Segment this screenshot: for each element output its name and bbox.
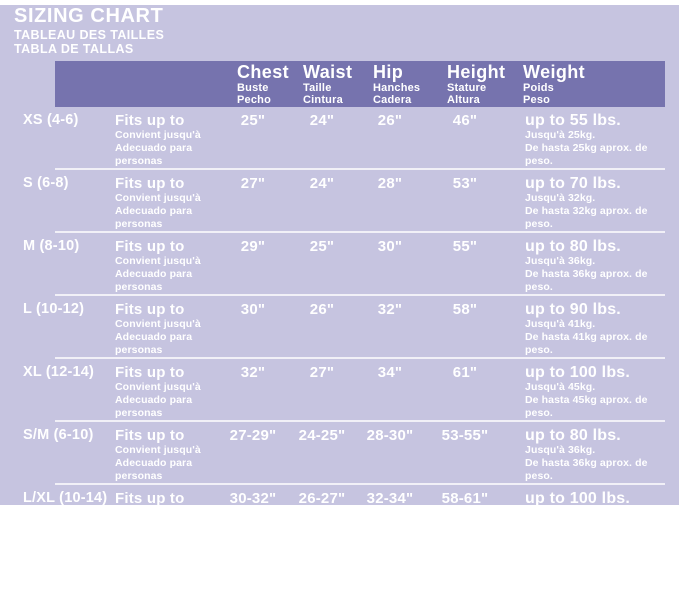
waist-value: 26"	[309, 301, 335, 318]
height-value: 61"	[452, 364, 478, 381]
fits-label-es: Adecuado para personas	[115, 205, 193, 230]
waist-value: 24"	[309, 112, 335, 129]
height-value: 58"	[452, 301, 478, 318]
fits-label-fr: Convient jusqu'à	[115, 570, 201, 582]
height-value: 53-55"	[441, 427, 489, 444]
fits-label-en: Fits up to	[115, 553, 185, 570]
column-header-chest	[237, 63, 289, 106]
hip-value: 32"	[377, 301, 403, 318]
chest-value: 30-32"	[229, 490, 277, 507]
column-label-es: Pecho	[237, 94, 272, 106]
weight-cell	[506, 553, 665, 609]
height-value: 55"	[452, 238, 478, 255]
fits-label-fr: Convient jusqu'à	[115, 192, 201, 204]
hip-value: 30-34"	[366, 553, 414, 570]
weight-fr: Jusqu'à 41kg.	[525, 318, 596, 330]
weight-en: up to 70 lbs.	[525, 175, 621, 192]
chest-value: 29"	[240, 238, 266, 255]
weight-es: De hasta 45kg aprox. de peso.	[525, 394, 648, 419]
fits-cell	[115, 301, 218, 357]
fits-label-es: Adecuado para personas	[115, 394, 193, 419]
weight-fr: Jusqu'à 32kg.	[525, 192, 596, 204]
fits-cell	[115, 175, 218, 231]
column-label-en: Weight	[523, 62, 586, 82]
height-value: 55-58"	[441, 553, 489, 570]
chest-value: 27"	[240, 175, 266, 192]
sizing-chart-page	[0, 5, 679, 608]
fits-label-es: Adecuado para personas	[115, 583, 193, 608]
weight-en: up to 90 lbs.	[525, 301, 621, 318]
weight-cell	[506, 301, 665, 357]
size-label: L (10-12)	[23, 301, 85, 317]
fits-label-en: Fits up to	[115, 112, 185, 129]
column-label-en: Hip	[373, 62, 404, 82]
column-header-weight	[523, 63, 585, 106]
weight-fr: Jusqu'à 45kg.	[525, 570, 596, 582]
column-label-fr: Taille	[303, 82, 332, 94]
weight-cell	[506, 490, 665, 546]
height-value: 58-61"	[441, 490, 489, 507]
fits-cell	[115, 553, 218, 609]
hip-value: 32-34"	[366, 490, 414, 507]
weight-cell	[506, 238, 665, 294]
weight-es: De hasta 41kg aprox. de peso.	[525, 331, 648, 356]
weight-fr: Jusqu'à 45kg.	[525, 507, 596, 519]
fits-label-fr: Convient jusqu'à	[115, 444, 201, 456]
chest-value: 32"	[240, 364, 266, 381]
fits-cell	[115, 490, 218, 546]
fits-label-es: Adecuado para personas	[115, 331, 193, 356]
hip-value: 28"	[377, 175, 403, 192]
fits-label-en: Fits up to	[115, 175, 185, 192]
table-row	[23, 170, 665, 233]
fits-label-es: Adecuado para personas	[115, 142, 193, 167]
fits-label-en: Fits up to	[115, 490, 185, 507]
hip-value: 30"	[377, 238, 403, 255]
weight-es: De hasta 45kg aprox. de peso.	[525, 583, 648, 608]
chest-value: 29-32"	[229, 553, 277, 570]
fits-label-fr: Convient jusqu'à	[115, 507, 201, 519]
table-row	[23, 107, 665, 170]
fits-label-es: Adecuado para personas	[115, 520, 193, 545]
weight-es: De hasta 25kg aprox. de peso.	[525, 142, 648, 167]
column-label-es: Peso	[523, 94, 551, 106]
hip-value: 28-30"	[366, 427, 414, 444]
weight-cell	[506, 175, 665, 231]
weight-es: De hasta 32kg aprox. de peso.	[525, 205, 648, 230]
fits-label-en: Fits up to	[115, 301, 185, 318]
column-label-fr: Stature	[447, 82, 487, 94]
weight-es: De hasta 36kg aprox. de peso.	[525, 457, 648, 482]
waist-value: 24"	[309, 175, 335, 192]
waist-value: 27"	[309, 364, 335, 381]
waist-value: 25"	[309, 238, 335, 255]
size-label: XL (12-14)	[23, 364, 95, 380]
fits-label-es: Adecuado para personas	[115, 457, 193, 482]
height-value: 53"	[452, 175, 478, 192]
size-label: S/M (6-10)	[23, 427, 94, 443]
column-header-height	[447, 63, 505, 106]
column-label-en: Height	[447, 62, 506, 82]
fits-label-fr: Convient jusqu'à	[115, 129, 201, 141]
table-body	[23, 107, 665, 611]
height-value: 46"	[452, 112, 478, 129]
hip-value: 26"	[377, 112, 403, 129]
fits-cell	[115, 112, 218, 168]
page-title: SIZING CHART	[14, 5, 164, 27]
fits-cell	[115, 364, 218, 420]
fits-label-es: Adecuado para personas	[115, 268, 193, 293]
weight-cell	[506, 364, 665, 420]
weight-es: De hasta 45kg aprox. de peso.	[525, 520, 648, 545]
table-row	[23, 296, 665, 359]
column-header-waist	[303, 63, 352, 106]
weight-fr: Jusqu'à 36kg.	[525, 255, 596, 267]
waist-value: 25-29"	[298, 553, 346, 570]
size-label: L/XL (10-14)	[23, 490, 108, 506]
weight-es: De hasta 36kg aprox. de peso.	[525, 268, 648, 293]
weight-cell	[506, 112, 665, 168]
page-title-fr: TABLEAU DES TAILLES	[14, 28, 165, 42]
weight-cell	[506, 427, 665, 483]
weight-en: up to 80 lbs.	[525, 427, 621, 444]
fits-label-en: Fits up to	[115, 238, 185, 255]
size-label: One-Size (8-12)	[23, 553, 110, 586]
hip-value: 34"	[377, 364, 403, 381]
size-label: XS (4-6)	[23, 112, 79, 128]
weight-fr: Jusqu'à 36kg.	[525, 444, 596, 456]
table-row	[23, 359, 665, 422]
weight-fr: Jusqu'à 25kg.	[525, 129, 596, 141]
weight-en: up to 100 lbs.	[525, 364, 631, 381]
column-label-en: Waist	[303, 62, 353, 82]
fits-cell	[115, 238, 218, 294]
fits-cell	[115, 427, 218, 483]
column-label-es: Cintura	[303, 94, 343, 106]
weight-en: up to 100 lbs.	[525, 490, 631, 507]
chest-value: 30"	[240, 301, 266, 318]
page-title-block	[14, 5, 679, 56]
column-label-fr: Poids	[523, 82, 554, 94]
column-label-es: Cadera	[373, 94, 412, 106]
page-title-es: TABLA DE TALLAS	[14, 42, 134, 56]
fits-label-fr: Convient jusqu'à	[115, 255, 201, 267]
column-label-es: Altura	[447, 94, 480, 106]
size-label: S (6-8)	[23, 175, 69, 191]
weight-en: up to 55 lbs.	[525, 112, 621, 129]
chest-value: 27-29"	[229, 427, 277, 444]
table-row	[23, 548, 665, 611]
table-row	[23, 422, 665, 485]
weight-en: up to 100 lbs.	[525, 553, 631, 570]
column-header-hip	[373, 63, 420, 106]
column-label-en: Chest	[237, 62, 290, 82]
waist-value: 24-25"	[298, 427, 346, 444]
table-row	[23, 485, 665, 548]
table-header-row	[55, 61, 665, 107]
column-label-fr: Buste	[237, 82, 269, 94]
chest-value: 25"	[240, 112, 266, 129]
weight-fr: Jusqu'à 45kg.	[525, 381, 596, 393]
column-label-fr: Hanches	[373, 82, 421, 94]
fits-label-en: Fits up to	[115, 427, 185, 444]
fits-label-fr: Convient jusqu'à	[115, 381, 201, 393]
table-row	[23, 233, 665, 296]
size-label: M (8-10)	[23, 238, 80, 254]
fits-label-fr: Convient jusqu'à	[115, 318, 201, 330]
waist-value: 26-27"	[298, 490, 346, 507]
fits-label-en: Fits up to	[115, 364, 185, 381]
weight-en: up to 80 lbs.	[525, 238, 621, 255]
